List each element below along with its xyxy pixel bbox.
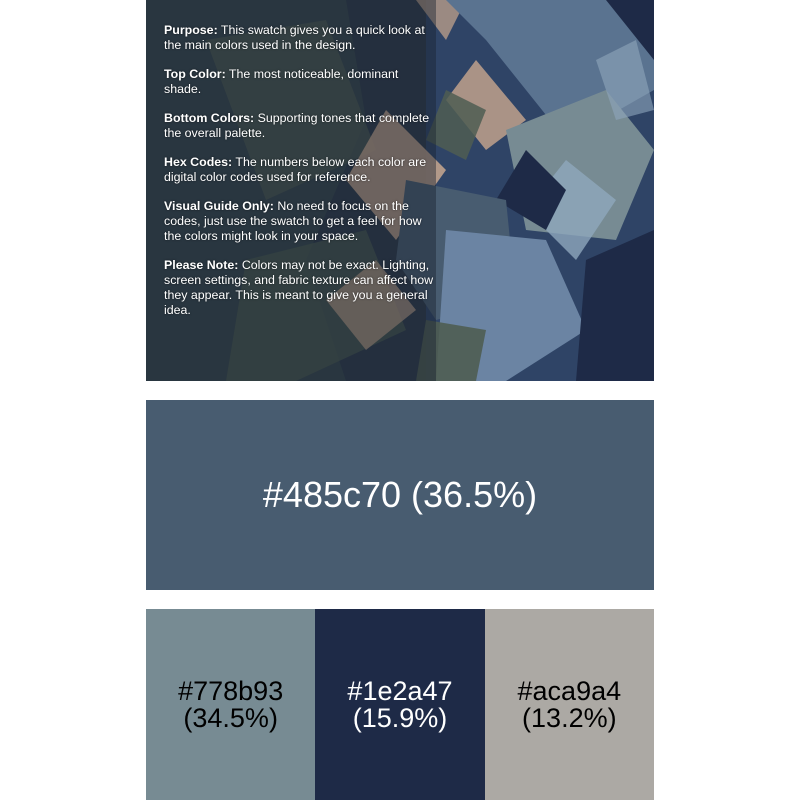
swatch-hex: #778b93 bbox=[178, 675, 284, 706]
dominant-color-swatch bbox=[146, 400, 654, 590]
info-purpose: Purpose: This swatch gives you a quick look at the main colors used in the design. bbox=[164, 23, 425, 52]
info-text-block bbox=[164, 23, 434, 332]
pattern-image bbox=[146, 0, 654, 381]
supporting-swatch-2 bbox=[315, 609, 484, 800]
info-top-color: Top Color: The most noticeable, dominant shade. bbox=[164, 67, 399, 96]
info-hex-codes: Hex Codes: The numbers below each color are digital color codes used for reference. bbox=[164, 155, 427, 184]
dominant-color-label: #485c70 (36.5%) bbox=[262, 474, 538, 515]
swatch-percent: (34.5%) bbox=[183, 702, 278, 733]
swatch-hex: #1e2a47 bbox=[347, 675, 453, 706]
swatch-hex: #aca9a4 bbox=[517, 675, 622, 706]
supporting-colors-row bbox=[146, 609, 654, 800]
info-bottom-colors: Bottom Colors: Supporting tones that complete the overall palette. bbox=[164, 111, 430, 140]
swatch-percent: (13.2%) bbox=[522, 702, 617, 733]
supporting-swatch-3 bbox=[485, 609, 654, 800]
info-please-note: Please Note: Colors may not be exact. Lighting, screen settings, and fabric texture can affect how they appear. This is meant to give you a general idea. bbox=[164, 258, 434, 317]
supporting-swatch-1 bbox=[146, 609, 315, 800]
info-visual-guide: Visual Guide Only: No need to focus on the codes, just use the swatch to get a feel for how the colors might look in your space. bbox=[164, 199, 422, 243]
swatch-percent: (15.9%) bbox=[352, 702, 448, 733]
